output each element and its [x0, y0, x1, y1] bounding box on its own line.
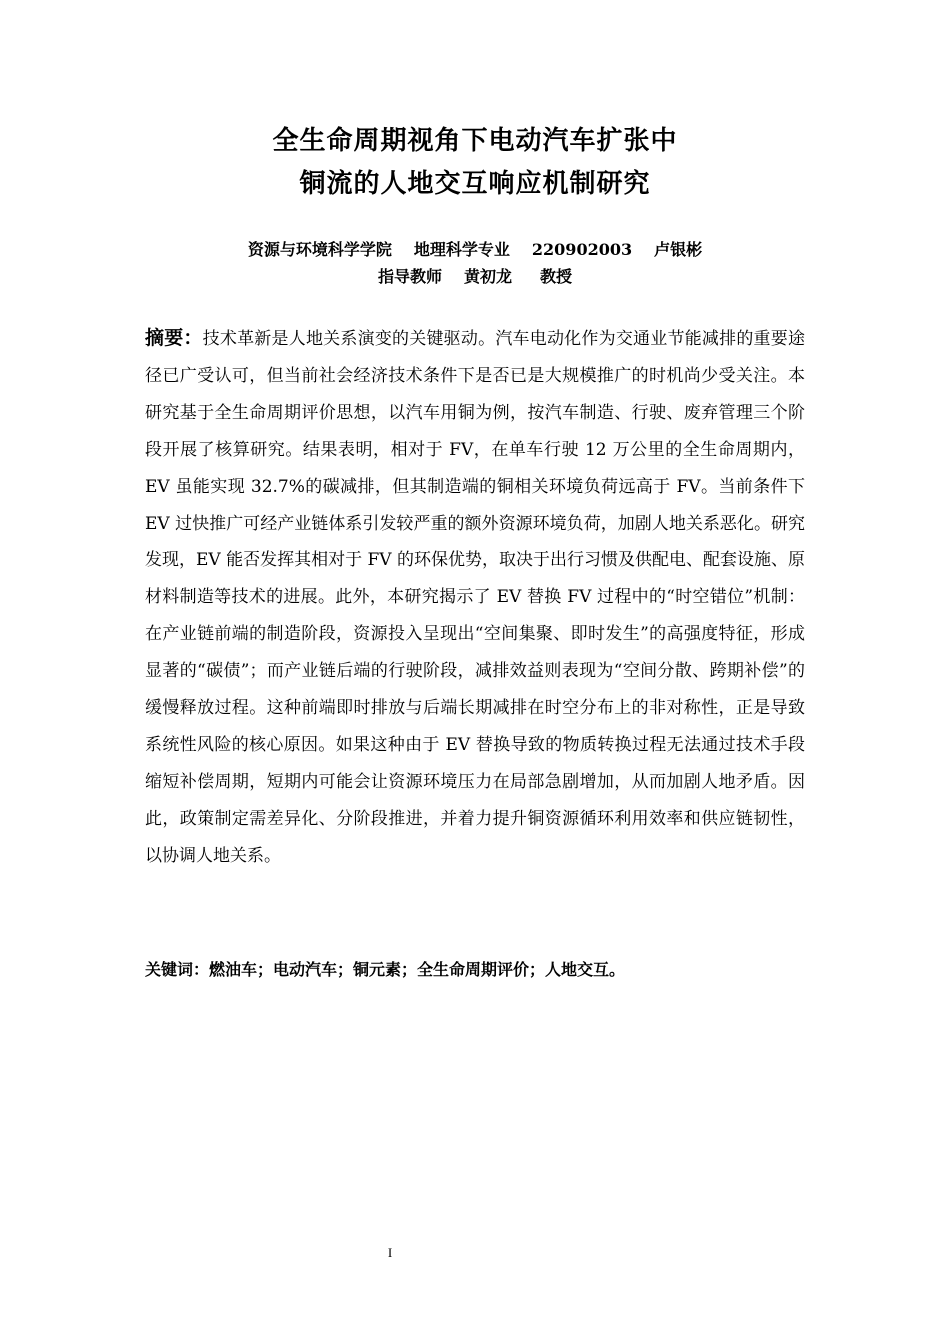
paper-title-line-1: 全生命周期视角下电动汽车扩张中	[272, 126, 678, 156]
advisor-title: 教授	[540, 267, 573, 286]
abstract-label: 摘要：	[145, 327, 203, 349]
student-id: 220902003	[531, 240, 633, 259]
page-number: I	[387, 1245, 393, 1260]
advisor-name: 黄初龙	[463, 267, 512, 286]
abstract-paragraph	[145, 320, 805, 875]
major-name: 地理科学专业	[413, 240, 510, 259]
school-name: 资源与环境科学学院	[247, 240, 392, 259]
paper-title-line-2: 铜流的人地交互响应机制研究	[299, 169, 651, 199]
keywords: 关键词：燃油车；电动汽车；铜元素；全生命周期评价；人地交互。	[145, 960, 626, 979]
author-line	[0, 237, 950, 260]
author-name: 卢银彬	[654, 240, 703, 259]
advisor-line	[0, 264, 950, 287]
abstract-text: 技术革新是人地关系演变的关键驱动。汽车电动化作为交通业节能减排的重要途径已广受认可，但当前社会经济技术条件下是否已是大规模推广的时机尚少受关注。本研究基于全生命周期评价思想，以汽车用铜为例，按汽车制造、行驶、废弃管理三个阶段开展了核算研究。结果表明，相对于 FV，在单车行驶 12 万公里的全生命周期内，EV 虽能实现 32.7%的碳减排，但其制造端的铜相关环境负荷远高于 FV。当前条件下 EV 过快推广可经产业链体系引发较严重的额外资源环境负荷，加剧人地关系恶化。研究发现，EV 能否发挥其相对于 FV 的环保优势，取决于出行习惯及供配电、配套设施、原材料制造等技术的进展。此外，本研究揭示了 EV 替换 FV 过程中的“时空错位”机制：在产业链前端的制造阶段，资源投入呈现出“空间集聚、即时发生”的高强度特征，形成显著的“碳债”；而产业链后端的行驶阶段，减排效益则表现为“空间分散、跨期补偿”的缓慢释放过程。这种前端即时排放与后端长期减排在时空分布上的非对称性，正是导致系统性风险的核心原因。如果这种由于 EV 替换导致的物质转换过程无法通过技术手段缩短补偿周期，短期内可能会让资源环境压力在局部急剧增加，从而加剧人地矛盾。因此，政策制定需差异化、分阶段推进，并着力提升铜资源循环利用效率和供应链韧性，以协调人地关系。	[145, 329, 805, 866]
advisor-label: 指导教师	[377, 267, 442, 286]
